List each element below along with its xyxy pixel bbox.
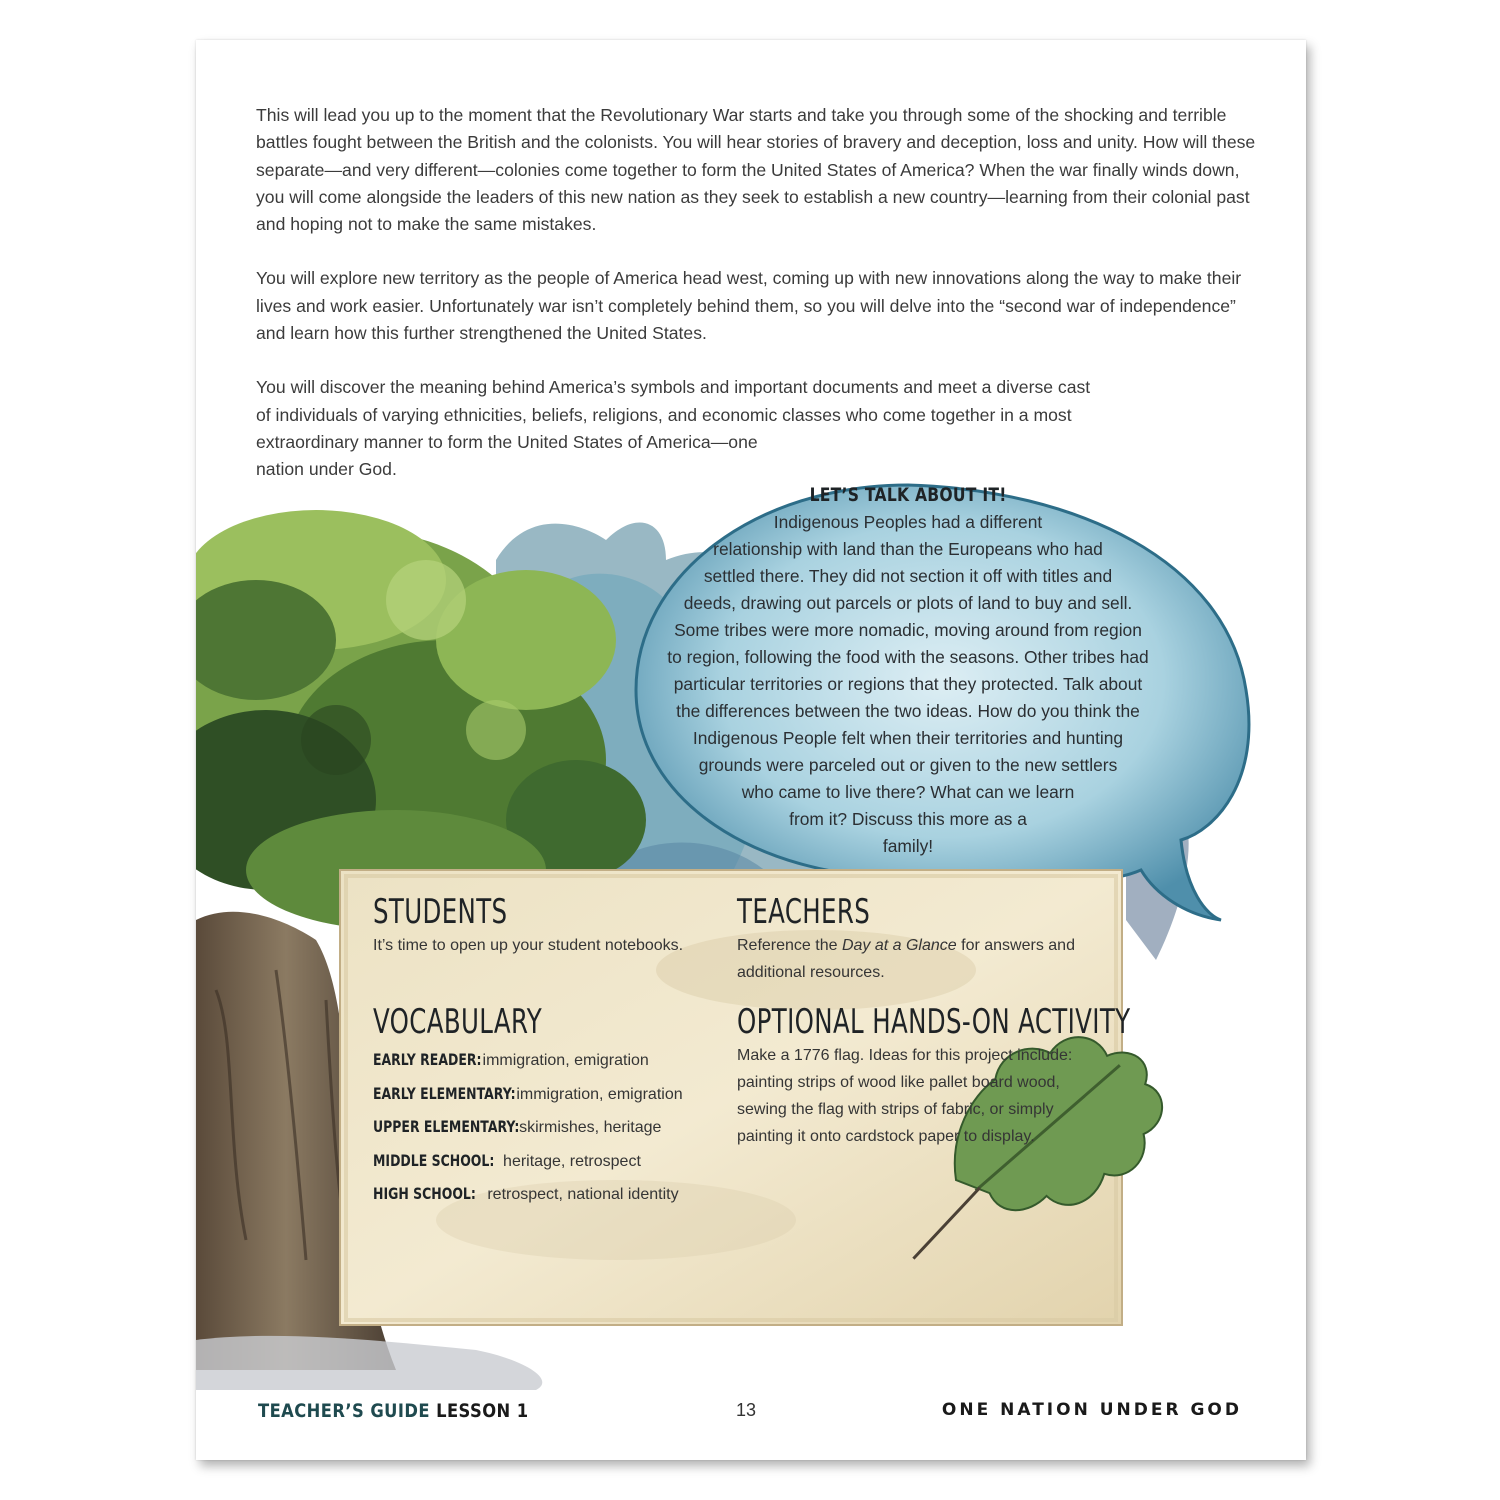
intro-paragraph-2: You will explore new territory as the people of America head west, coming up with new innovations along the way to make their lives and work easier. Unfortunately war isn’t completely behind them, so you will delve into the “second war of independence” and learn how this further strengthened the United States.: [256, 268, 1242, 344]
activity-text: Make a 1776 flag. Ideas for this project include: painting strips of wood like pallet board wood, sewing the flag with strips of fabric, or simply painting it onto cardstock paper to display.: [737, 1047, 1073, 1145]
teachers-section: [737, 892, 1107, 986]
vocab-row: UPPER ELEMENTARY: skirmishes, heritage: [373, 1117, 662, 1136]
students-heading: STUDENTS: [373, 892, 508, 932]
talk-body: Indigenous Peoples had a different relationship with land than the Europeans who had settled there. They did not section it off with titles and deeds, drawing out parcels or plots of land to buy and sell. Some tribes were more nomadic, moving around from region to region, following the food with the seasons. Other tribes had particular territories or regions that they protected. Talk about the differences between the two ideas. How do you think the Indigenous People felt when their territories and hunting grounds were parceled out or given to the new settlers who came to live there? What can we learn from it? Discuss this more as a family!: [667, 512, 1149, 856]
vocabulary-section: [373, 1002, 753, 1212]
footer-series-title: ONE NATION UNDER GOD: [941, 1400, 1242, 1420]
footer-guide-label: TEACHER’S GUIDE LESSON 1: [258, 1400, 529, 1422]
activity-heading: OPTIONAL HANDS-ON ACTIVITY: [737, 1002, 1131, 1042]
intro-text: [256, 102, 1256, 484]
intro-paragraph-1: This will lead you up to the moment that the Revolutionary War starts and take you through some of the shocking and terrible battles fought between the British and the colonists. You will hear stories of bravery and deception, loss and unity. How will these separate—and very different—colonies come together to form the United States of America? When the war finally winds down, you will come alongside the leaders of this new nation as they seek to establish a new country—learning from their colonial past and hoping not to make the same mistakes.: [256, 105, 1256, 235]
activity-section: [737, 1002, 1131, 1150]
document-page: [196, 40, 1306, 1460]
talk-title: LET’S TALK ABOUT IT!: [809, 484, 1007, 506]
students-text: It’s time to open up your student notebooks.: [373, 937, 684, 954]
vocab-row: HIGH SCHOOL: retrospect, national identity: [373, 1184, 679, 1203]
vocab-row: EARLY ELEMENTARY: immigration, emigration: [373, 1083, 683, 1103]
vocab-row: EARLY READER: immigration, emigration: [373, 1050, 649, 1069]
page-number: 13: [736, 1400, 757, 1420]
ground: [196, 1336, 542, 1390]
vocab-row: MIDDLE SCHOOL: heritage, retrospect: [373, 1150, 641, 1170]
teachers-heading: TEACHERS: [737, 892, 871, 932]
talk-about-it-callout: [658, 482, 1158, 860]
teachers-text: Reference the Day at a Glance for answers and additional resources.: [737, 937, 1075, 981]
students-section: [373, 892, 753, 959]
vocabulary-heading: VOCABULARY: [373, 1002, 543, 1042]
intro-paragraph-3: You will discover the meaning behind America’s symbols and important documents and meet a diverse cast of individuals of varying ethnicities, beliefs, religions, and economic classes who come together in a most extraordinary manner to form the United States of America—one nation under God.: [256, 377, 1091, 480]
